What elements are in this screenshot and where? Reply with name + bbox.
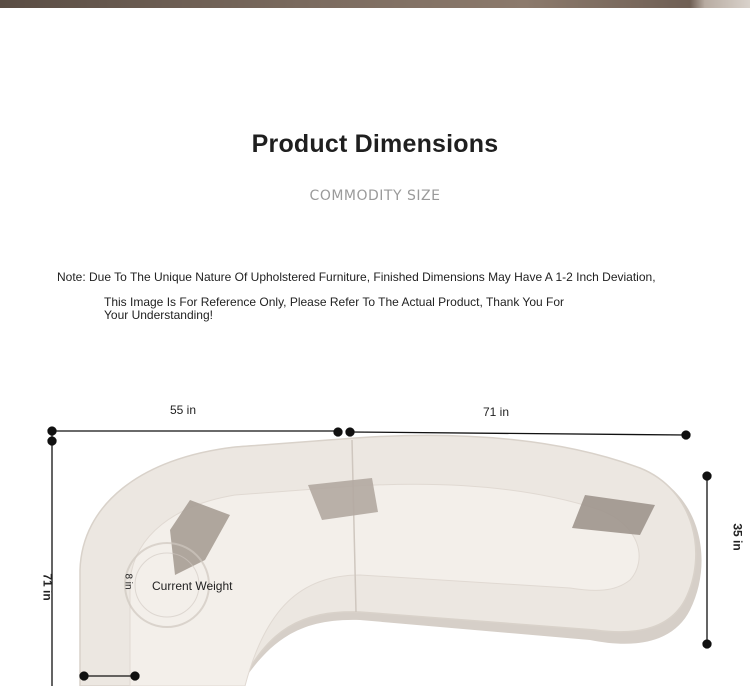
dimension-label-top-right: 71 in (483, 405, 510, 419)
page-title: Product Dimensions (251, 130, 499, 158)
dimension-label-right-depth: 35 in (730, 523, 745, 551)
current-weight-label: Current Weight (152, 579, 233, 593)
deviation-note-line-2: This Image Is For Reference Only, Please Refer To The Actual Product, Thank You For Your Understanding! (104, 295, 565, 322)
top-banner-image-strip (0, 0, 750, 8)
dimension-label-left-depth: 71 in (40, 573, 55, 601)
dimension-label-top-left: 55 in (170, 403, 197, 417)
dimension-label-seat: 8 in (122, 573, 134, 590)
sofa-dimension-drawing (0, 380, 750, 686)
page-subtitle: COMMODITY SIZE (309, 188, 441, 204)
deviation-note-line-1: Note: Due To The Unique Nature Of Upholstered Furniture, Finished Dimensions May Have A 1-2 Inch Deviation, (57, 270, 656, 284)
